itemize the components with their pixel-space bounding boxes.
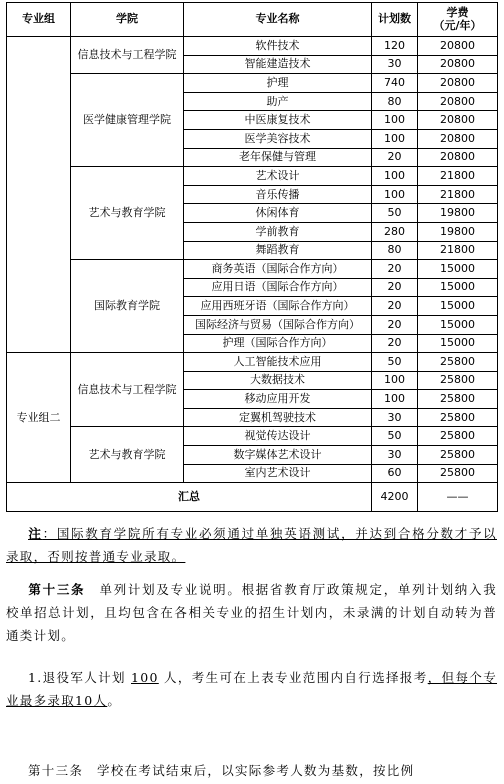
fee-cell: 25800 bbox=[418, 427, 498, 446]
fee-cell: 25800 bbox=[418, 390, 498, 409]
plan-cell: 100 bbox=[372, 129, 418, 148]
major-cell: 助产 bbox=[184, 92, 372, 111]
major-cell: 艺术设计 bbox=[184, 167, 372, 186]
fee-cell: 25800 bbox=[418, 446, 498, 465]
total-fee: —— bbox=[418, 483, 498, 512]
plan-cell: 80 bbox=[372, 92, 418, 111]
college-cell: 艺术与教育学院 bbox=[71, 167, 184, 260]
plan-cell: 20 bbox=[372, 278, 418, 297]
fee-cell: 21800 bbox=[418, 185, 498, 204]
plan-cell: 20 bbox=[372, 260, 418, 279]
table-row bbox=[7, 74, 498, 93]
plan-cell: 100 bbox=[372, 185, 418, 204]
fee-cell: 15000 bbox=[418, 297, 498, 316]
fee-cell: 20800 bbox=[418, 37, 498, 56]
college-cell: 国际教育学院 bbox=[71, 260, 184, 353]
plan-cell: 280 bbox=[372, 222, 418, 241]
fee-cell: 15000 bbox=[418, 278, 498, 297]
total-label: 汇总 bbox=[7, 483, 372, 512]
plan-cell: 50 bbox=[372, 427, 418, 446]
veteran-plan-count: 100 bbox=[131, 670, 159, 685]
table-header-row bbox=[7, 3, 498, 37]
article-13-text: 单列计划及专业说明。根据省教育厅政策规定，单列计划纳入我校单招总计划，且均包含在各相关专业的招生计划内，未录满的计划自动转为普通类计划。 bbox=[6, 582, 498, 643]
major-cell: 室内艺术设计 bbox=[184, 464, 372, 483]
header-fee-label: 学费 bbox=[446, 6, 469, 20]
major-cell: 应用西班牙语（国际合作方向） bbox=[184, 297, 372, 316]
major-cell: 定翼机驾驶技术 bbox=[184, 408, 372, 427]
group-cell-1 bbox=[7, 37, 71, 353]
plan-cell: 740 bbox=[372, 74, 418, 93]
fee-cell: 19800 bbox=[418, 222, 498, 241]
major-cell: 音乐传播 bbox=[184, 185, 372, 204]
plan-cell: 100 bbox=[372, 371, 418, 390]
fee-cell: 15000 bbox=[418, 260, 498, 279]
note-paragraph bbox=[6, 522, 497, 568]
fee-cell: 15000 bbox=[418, 334, 498, 353]
header-fee bbox=[418, 3, 498, 37]
fee-cell: 20800 bbox=[418, 111, 498, 130]
note-text: ：国际教育学院所有专业必须通过单独英语测试，并达到合格分数才予以录取，否则按普通专业录取。 bbox=[6, 526, 497, 564]
plan-cell: 20 bbox=[372, 297, 418, 316]
college-cell: 信息技术与工程学院 bbox=[71, 353, 184, 427]
fee-cell: 20800 bbox=[418, 148, 498, 167]
table-row bbox=[7, 353, 498, 372]
major-cell: 护理（国际合作方向） bbox=[184, 334, 372, 353]
total-row bbox=[7, 483, 498, 512]
major-cell: 商务英语（国际合作方向） bbox=[184, 260, 372, 279]
fee-cell: 20800 bbox=[418, 55, 498, 74]
veteran-plan-paragraph bbox=[6, 666, 497, 712]
header-major: 专业名称 bbox=[184, 3, 372, 37]
fee-cell: 21800 bbox=[418, 241, 498, 260]
major-cell: 中医康复技术 bbox=[184, 111, 372, 130]
fee-cell: 20800 bbox=[418, 129, 498, 148]
major-cell: 老年保健与管理 bbox=[184, 148, 372, 167]
enrollment-plan-table bbox=[6, 2, 498, 512]
fee-cell: 25800 bbox=[418, 353, 498, 372]
major-cell: 医学美容技术 bbox=[184, 129, 372, 148]
major-cell: 人工智能技术应用 bbox=[184, 353, 372, 372]
major-cell: 视觉传达设计 bbox=[184, 427, 372, 446]
header-fee-unit: （元/年） bbox=[433, 18, 482, 32]
fee-cell: 20800 bbox=[418, 92, 498, 111]
plan-cell: 80 bbox=[372, 241, 418, 260]
note-label: 注 bbox=[28, 526, 43, 541]
table-row bbox=[7, 260, 498, 279]
plan-cell: 100 bbox=[372, 390, 418, 409]
major-cell: 软件技术 bbox=[184, 37, 372, 56]
fee-cell: 15000 bbox=[418, 315, 498, 334]
major-cell: 国际经济与贸易（国际合作方向） bbox=[184, 315, 372, 334]
fee-cell: 25800 bbox=[418, 408, 498, 427]
plan-cell: 50 bbox=[372, 204, 418, 223]
header-college: 学院 bbox=[71, 3, 184, 37]
fee-cell: 21800 bbox=[418, 167, 498, 186]
veteran-plan-prefix: 1.退役军人计划 bbox=[28, 670, 126, 685]
fee-cell: 19800 bbox=[418, 204, 498, 223]
fee-cell: 25800 bbox=[418, 371, 498, 390]
plan-cell: 100 bbox=[372, 111, 418, 130]
plan-cell: 30 bbox=[372, 55, 418, 74]
plan-cell: 120 bbox=[372, 37, 418, 56]
veteran-plan-limit: ，但每个专业最多录取10人 bbox=[6, 670, 498, 708]
plan-cell: 20 bbox=[372, 148, 418, 167]
major-cell: 智能建造技术 bbox=[184, 55, 372, 74]
college-cell: 医学健康管理学院 bbox=[71, 74, 184, 167]
major-cell: 护理 bbox=[184, 74, 372, 93]
article-13b-text: 第十三条 学校在考试结束后，以实际参考人数为基数，按比例 bbox=[28, 763, 415, 778]
header-group: 专业组 bbox=[7, 3, 71, 37]
plan-cell: 30 bbox=[372, 446, 418, 465]
major-cell: 应用日语（国际合作方向） bbox=[184, 278, 372, 297]
table-row bbox=[7, 167, 498, 186]
plan-cell: 60 bbox=[372, 464, 418, 483]
major-cell: 学前教育 bbox=[184, 222, 372, 241]
college-cell: 信息技术与工程学院 bbox=[71, 37, 184, 74]
header-plan: 计划数 bbox=[372, 3, 418, 37]
plan-cell: 50 bbox=[372, 353, 418, 372]
major-cell: 休闲体育 bbox=[184, 204, 372, 223]
major-cell: 数字媒体艺术设计 bbox=[184, 446, 372, 465]
major-cell: 大数据技术 bbox=[184, 371, 372, 390]
total-plan: 4200 bbox=[372, 483, 418, 512]
fee-cell: 20800 bbox=[418, 74, 498, 93]
article-13-heading: 第十三条 bbox=[28, 582, 86, 597]
major-cell: 舞蹈教育 bbox=[184, 241, 372, 260]
veteran-plan-mid: 人，考生可在上表专业范围内自行选择报考 bbox=[163, 670, 428, 685]
plan-cell: 30 bbox=[372, 408, 418, 427]
college-cell: 艺术与教育学院 bbox=[71, 427, 184, 483]
plan-cell: 20 bbox=[372, 334, 418, 353]
plan-cell: 20 bbox=[372, 315, 418, 334]
plan-cell: 100 bbox=[372, 167, 418, 186]
major-cell: 移动应用开发 bbox=[184, 390, 372, 409]
article-13-paragraph bbox=[6, 578, 497, 647]
table-row bbox=[7, 37, 498, 56]
fee-cell: 25800 bbox=[418, 464, 498, 483]
group-cell-2: 专业组二 bbox=[7, 353, 71, 483]
veteran-plan-end: 。 bbox=[107, 693, 122, 708]
article-13b-paragraph bbox=[6, 759, 497, 782]
table-row bbox=[7, 427, 498, 446]
